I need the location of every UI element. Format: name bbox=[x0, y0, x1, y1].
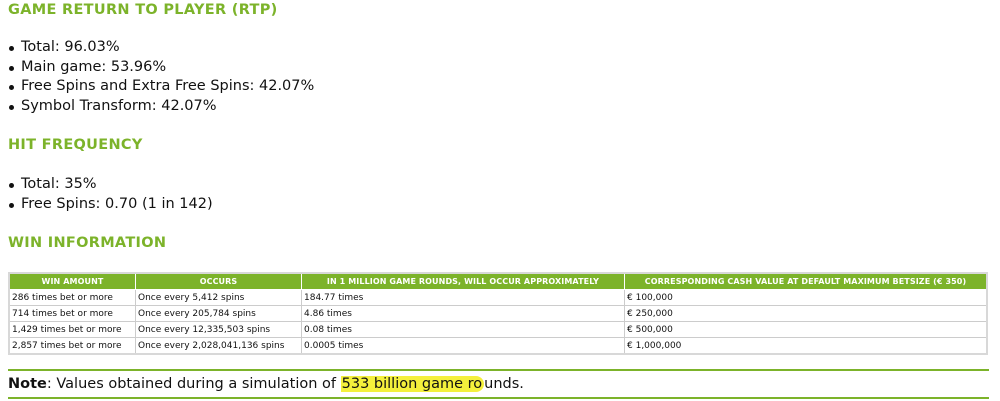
cell-per-million: 184.77 times bbox=[302, 290, 625, 306]
column-header-win-amount: WIN AMOUNT bbox=[9, 273, 136, 290]
table-row bbox=[9, 290, 987, 306]
rtp-heading: GAME RETURN TO PLAYER (RTP) bbox=[8, 2, 278, 18]
cell-occurs: Once every 2,028,041,136 spins bbox=[136, 338, 302, 355]
rtp-item-free-spins: Free Spins and Extra Free Spins: 42.07% bbox=[8, 77, 314, 97]
table-row bbox=[9, 322, 987, 338]
cell-win-amount: 714 times bet or more bbox=[9, 306, 136, 322]
win-information-table bbox=[8, 272, 988, 355]
hit-frequency-list bbox=[8, 175, 213, 214]
rtp-item-symbol-transform: Symbol Transform: 42.07% bbox=[8, 97, 314, 117]
note-highlighted-text: 533 billion game ro bbox=[341, 376, 483, 392]
cell-per-million: 0.0005 times bbox=[302, 338, 625, 355]
rtp-item-main-game: Main game: 53.96% bbox=[8, 58, 314, 78]
hit-item-total: Total: 35% bbox=[8, 175, 213, 195]
cell-cash-value: € 250,000 bbox=[625, 306, 988, 322]
rtp-item-total: Total: 96.03% bbox=[8, 38, 314, 58]
cell-occurs: Once every 205,784 spins bbox=[136, 306, 302, 322]
hit-frequency-heading: HIT FREQUENCY bbox=[8, 137, 143, 153]
note-text-before: : Values obtained during a simulation of bbox=[46, 376, 341, 392]
win-information-heading: WIN INFORMATION bbox=[8, 235, 167, 251]
cell-per-million: 4.86 times bbox=[302, 306, 625, 322]
column-header-per-million: IN 1 MILLION GAME ROUNDS, WILL OCCUR APPROXIMATELY bbox=[302, 273, 625, 290]
cell-win-amount: 286 times bet or more bbox=[9, 290, 136, 306]
column-header-occurs: OCCURS bbox=[136, 273, 302, 290]
note-label: Note bbox=[8, 376, 47, 392]
note-top-divider bbox=[8, 369, 989, 371]
simulation-note bbox=[8, 375, 524, 394]
cell-cash-value: € 100,000 bbox=[625, 290, 988, 306]
cell-win-amount: 2,857 times bet or more bbox=[9, 338, 136, 355]
cell-occurs: Once every 12,335,503 spins bbox=[136, 322, 302, 338]
cell-cash-value: € 500,000 bbox=[625, 322, 988, 338]
cell-cash-value: € 1,000,000 bbox=[625, 338, 988, 355]
table-header-row bbox=[9, 273, 987, 290]
note-text-after: unds. bbox=[484, 376, 524, 392]
hit-item-free-spins: Free Spins: 0.70 (1 in 142) bbox=[8, 195, 213, 215]
column-header-cash-value: CORRESPONDING CASH VALUE AT DEFAULT MAXIMUM BETSIZE (€ 350) bbox=[625, 273, 988, 290]
table-row bbox=[9, 306, 987, 322]
note-bottom-divider bbox=[8, 397, 989, 399]
cell-occurs: Once every 5,412 spins bbox=[136, 290, 302, 306]
rtp-list bbox=[8, 38, 314, 116]
cell-win-amount: 1,429 times bet or more bbox=[9, 322, 136, 338]
table-row bbox=[9, 338, 987, 355]
cell-per-million: 0.08 times bbox=[302, 322, 625, 338]
